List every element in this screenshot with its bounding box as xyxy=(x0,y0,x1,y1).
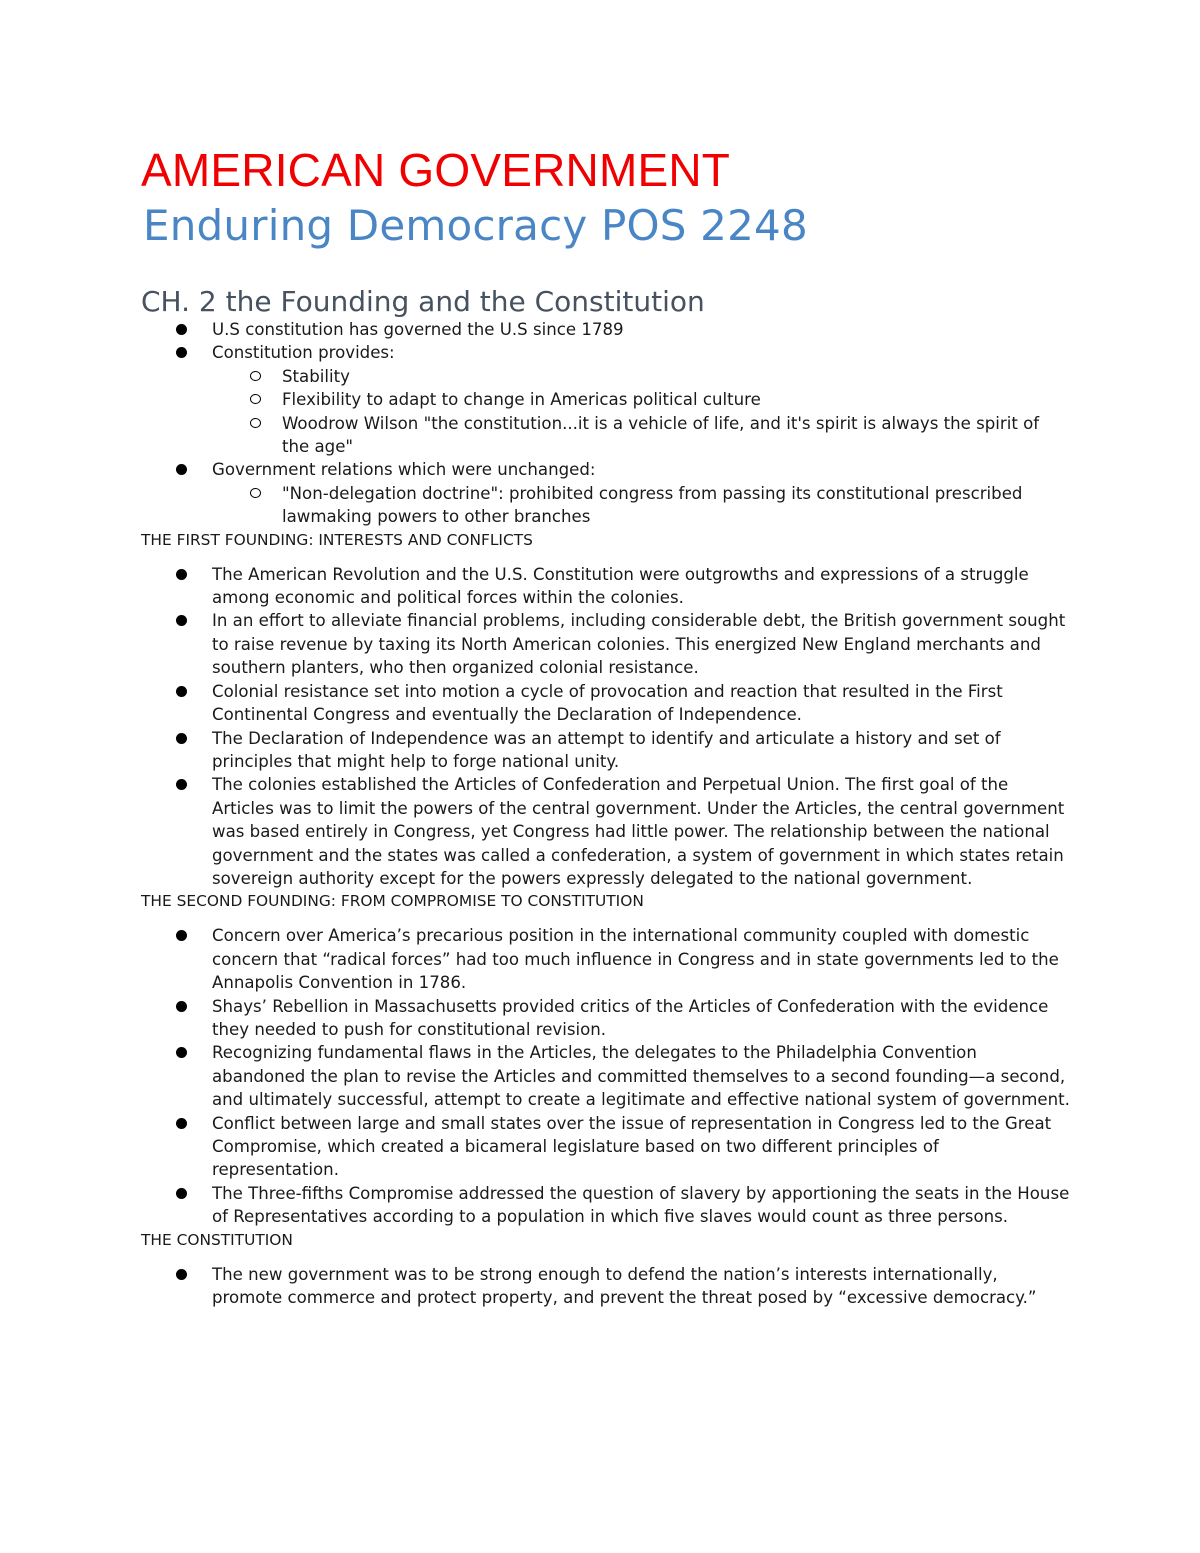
section-list xyxy=(141,924,1071,1228)
list-item xyxy=(141,458,1071,528)
filled-bullet-icon xyxy=(176,779,187,790)
filled-bullet-icon xyxy=(176,733,187,744)
filled-bullet-icon xyxy=(176,1001,187,1012)
list-item-text: Shays’ Rebellion in Massachusetts provided critics of the Articles of Confederation with the evidence they needed to push for constitutional revision. xyxy=(212,996,1049,1039)
filled-bullet-icon xyxy=(176,615,187,626)
chapter-heading: CH. 2 the Founding and the Constitution xyxy=(141,285,705,318)
section-heading: THE CONSTITUTION xyxy=(141,1230,293,1249)
filled-bullet-icon xyxy=(176,930,187,941)
filled-bullet-icon xyxy=(176,1047,187,1058)
hollow-bullet-icon xyxy=(250,394,261,404)
list-item-text: Constitution provides: xyxy=(212,343,395,363)
list-item-text: Recognizing fundamental flaws in the Articles, the delegates to the Philadelphia Convention abandoned the plan to revise the Articles and committed themselves to a second founding—a second, and ultimately successful, attempt to create a legitimate and effective national system of government. xyxy=(212,1043,1070,1110)
filled-bullet-icon xyxy=(176,324,187,335)
sublist xyxy=(212,365,1071,459)
document-subtitle: Enduring Democracy POS 2248 xyxy=(143,201,808,250)
list-item xyxy=(141,609,1071,679)
list-item xyxy=(141,563,1071,610)
hollow-bullet-icon xyxy=(250,418,261,428)
sublist-item xyxy=(212,412,1071,459)
filled-bullet-icon xyxy=(176,347,187,358)
list-item xyxy=(141,1041,1071,1111)
list-item-text: Woodrow Wilson "the constitution...it is a vehicle of life, and it's spirit is always the spirit of the age" xyxy=(282,413,1040,457)
sublist-item xyxy=(212,365,1071,388)
hollow-bullet-icon xyxy=(250,488,261,498)
list-item-text: Government relations which were unchanged: xyxy=(212,460,596,480)
filled-bullet-icon xyxy=(176,686,187,697)
filled-bullet-icon xyxy=(176,569,187,580)
section-heading: THE SECOND FOUNDING: FROM COMPROMISE TO CONSTITUTION xyxy=(141,892,644,911)
list-item xyxy=(141,1263,1071,1310)
document-title: AMERICAN GOVERNMENT xyxy=(141,144,731,196)
sublist xyxy=(212,482,1071,529)
filled-bullet-icon xyxy=(176,1118,187,1129)
list-item-text: Flexibility to adapt to change in Americas political culture xyxy=(282,390,761,410)
list-item xyxy=(141,727,1071,774)
list-item-text: The Declaration of Independence was an attempt to identify and articulate a history and set of principles that might help to forge national unity. xyxy=(212,728,1001,771)
section-list xyxy=(141,1263,1071,1310)
list-item-text: U.S constitution has governed the U.S since 1789 xyxy=(212,320,624,339)
list-item-text: "Non-delegation doctrine": prohibited congress from passing its constitutional prescribed lawmaking powers to other branches xyxy=(282,483,1023,527)
list-item-text: The American Revolution and the U.S. Constitution were outgrowths and expressions of a struggle among economic and political forces within the colonies. xyxy=(212,564,1029,608)
list-item xyxy=(141,680,1071,727)
list-item xyxy=(141,1112,1071,1182)
sublist-item xyxy=(212,482,1071,529)
list-item-text: The colonies established the Articles of Confederation and Perpetual Union. The first goal of the Articles was to limit the powers of the central government. Under the Articles, the central government was based entirely in Congress, yet Congress had little power. The relationship between the national government and the states was called a confederation, a system of government in which states retain sovereign authority except for the powers expressly delegated to the national government. xyxy=(212,775,1065,888)
section-list xyxy=(141,563,1071,891)
list-item-text: The Three-fifths Compromise addressed the question of slavery by apportioning the seats in the House of Representatives according to a population in which five slaves would count as three persons. xyxy=(212,1183,1070,1227)
list-item xyxy=(141,341,1071,458)
list-item xyxy=(141,773,1071,890)
list-item xyxy=(141,1182,1071,1229)
filled-bullet-icon xyxy=(176,464,187,475)
filled-bullet-icon xyxy=(176,1188,187,1199)
list-item-text: Stability xyxy=(282,366,350,386)
document-body xyxy=(141,318,1071,1309)
list-item-text: Colonial resistance set into motion a cycle of provocation and reaction that resulted in the First Continental Congress and eventually the Declaration of Independence. xyxy=(212,681,1003,725)
list-item-text: In an effort to alleviate financial problems, including considerable debt, the British government sought to raise revenue by taxing its North American colonies. This energized New England merchants and southern planters, who then organized colonial resistance. xyxy=(212,611,1066,678)
list-item xyxy=(141,995,1071,1042)
intro-list xyxy=(141,318,1071,529)
list-item-text: Concern over America’s precarious position in the international community coupled with domestic concern that “radical forces” had too much influence in Congress and in state governments led to the Annapolis Convention in 1786. xyxy=(212,926,1059,993)
list-item xyxy=(141,318,1071,341)
list-item-text: Conflict between large and small states over the issue of representation in Congress led to the Great Compromise, which created a bicameral legislature based on two different principles of representation. xyxy=(212,1113,1052,1180)
sublist-item xyxy=(212,388,1071,411)
filled-bullet-icon xyxy=(176,1269,187,1280)
list-item-text: The new government was to be strong enough to defend the nation’s interests internationally, promote commerce and protect property, and prevent the threat posed by “excessive democracy.” xyxy=(212,1264,1037,1308)
hollow-bullet-icon xyxy=(250,371,261,381)
list-item xyxy=(141,924,1071,994)
section-heading: THE FIRST FOUNDING: INTERESTS AND CONFLICTS xyxy=(141,530,533,549)
